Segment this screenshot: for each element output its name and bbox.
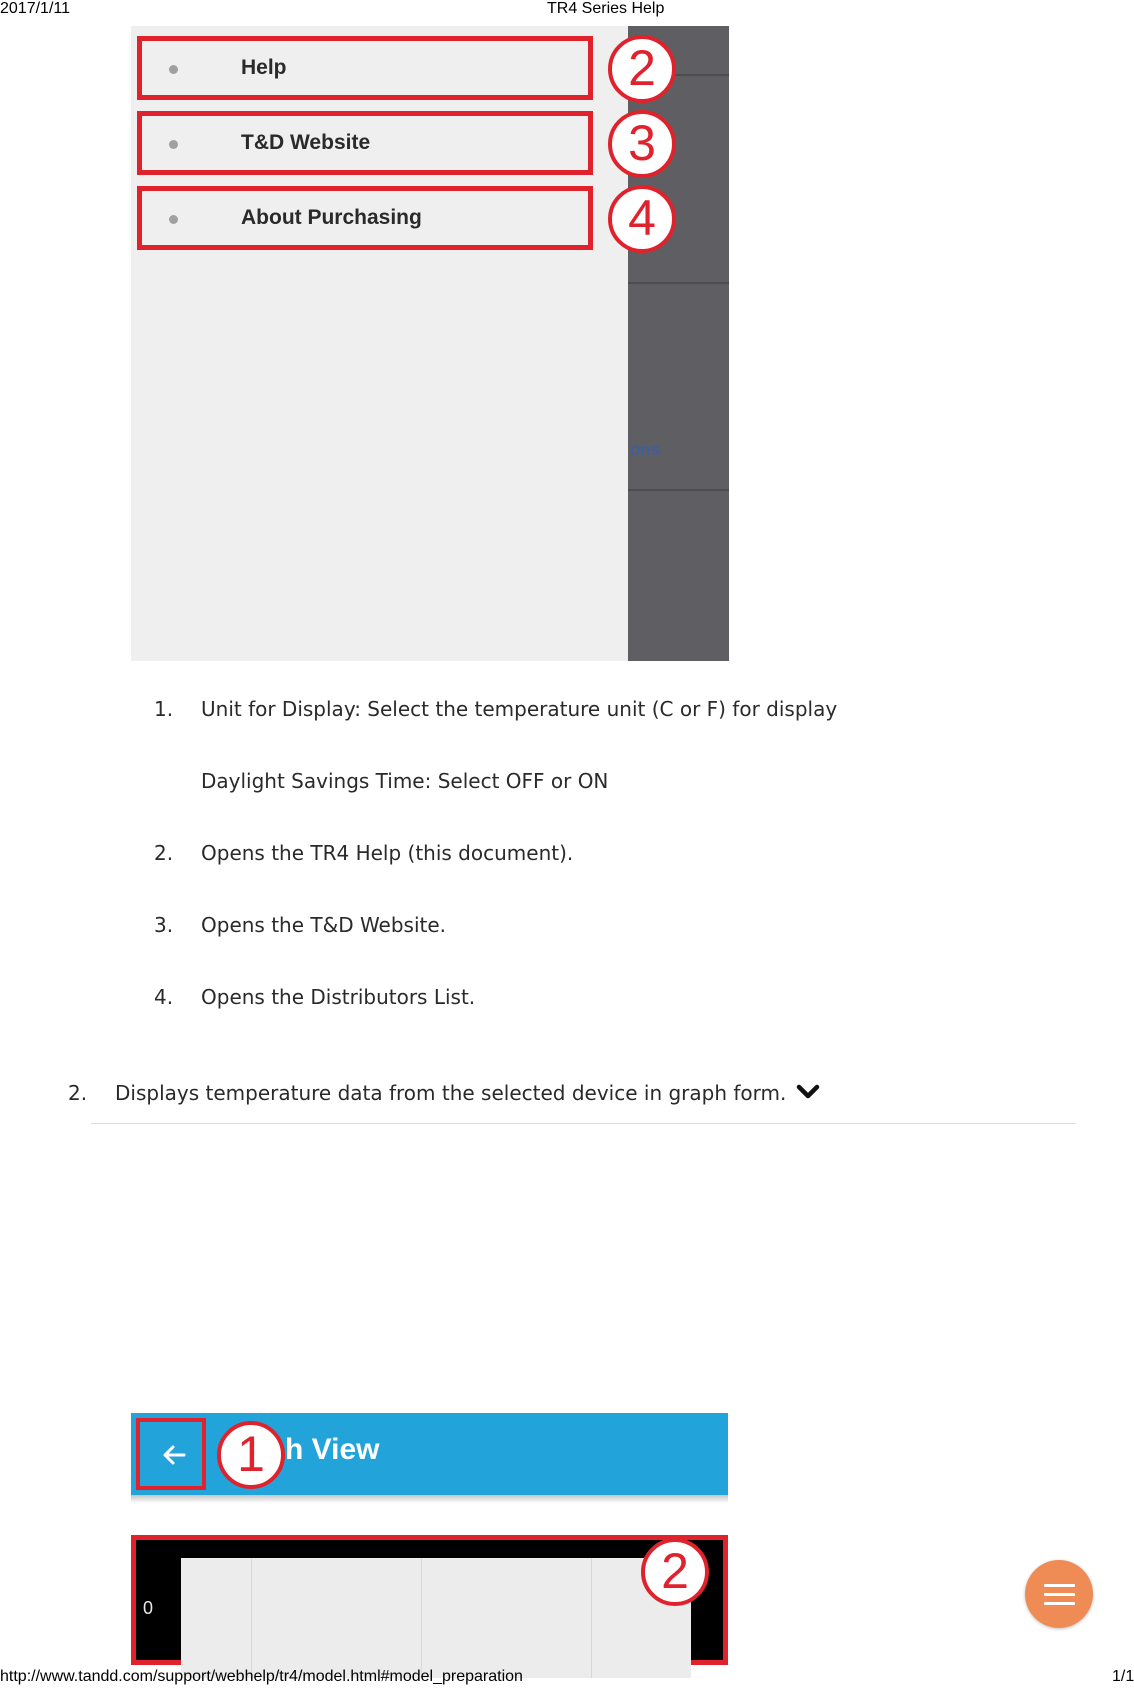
list-item-number: 3. — [154, 913, 174, 937]
list-item-text: Daylight Savings Time: Select OFF or ON — [201, 769, 609, 793]
list-item-number: 2. — [154, 841, 174, 865]
list-item-text: Unit for Display: Select the temperature unit (C or F) for display — [201, 697, 838, 721]
chevron-down-icon[interactable] — [797, 1083, 819, 1101]
graph-highlight-box — [131, 1535, 728, 1665]
menu-fab-button[interactable] — [1025, 1560, 1093, 1628]
hamburger-icon — [1044, 1584, 1075, 1587]
main-item-text: Displays temperature data from the selected device in graph form. — [115, 1081, 787, 1105]
bullet-icon — [169, 65, 178, 74]
list-item-number: 1. — [154, 697, 174, 721]
callout-highlight-box — [137, 36, 593, 100]
list-item-text: Opens the TR4 Help (this document). — [201, 841, 574, 865]
list-item-text: Opens the Distributors List. — [201, 985, 476, 1009]
print-title: TR4 Series Help — [547, 0, 665, 17]
menu-item-label: T&D Website — [241, 131, 371, 154]
callout-number-3: 3 — [608, 110, 676, 178]
menu-item-label: About Purchasing — [241, 206, 422, 229]
menu-screenshot — [131, 26, 729, 661]
callout-number-2: 2 — [641, 1538, 709, 1606]
print-page-number: 1/1 — [1112, 1668, 1134, 1685]
section-divider — [91, 1123, 1076, 1124]
graph-view-screenshot — [131, 1413, 728, 1661]
list-item-number: 4. — [154, 985, 174, 1009]
overlay-text-fragment: ons — [630, 440, 661, 459]
callout-number-1: 1 — [217, 1421, 285, 1489]
view-title-fragment: h View — [285, 1433, 380, 1466]
callout-number-4: 4 — [608, 185, 676, 253]
callout-highlight-box — [136, 1418, 206, 1490]
graph-plot-area — [181, 1558, 691, 1678]
print-date: 2017/1/11 — [0, 0, 70, 17]
main-item-number: 2. — [68, 1081, 88, 1105]
graph-axis-label: 0 — [143, 1598, 154, 1618]
list-item-text: Opens the T&D Website. — [201, 913, 447, 937]
bullet-icon — [169, 215, 178, 224]
bullet-icon — [169, 140, 178, 149]
arrow-left-icon — [158, 1439, 190, 1471]
print-footer-url: http://www.tandd.com/support/webhelp/tr4/model.html#model_preparation — [0, 1668, 523, 1685]
callout-number-2: 2 — [608, 35, 676, 103]
menu-item-label: Help — [241, 56, 287, 79]
